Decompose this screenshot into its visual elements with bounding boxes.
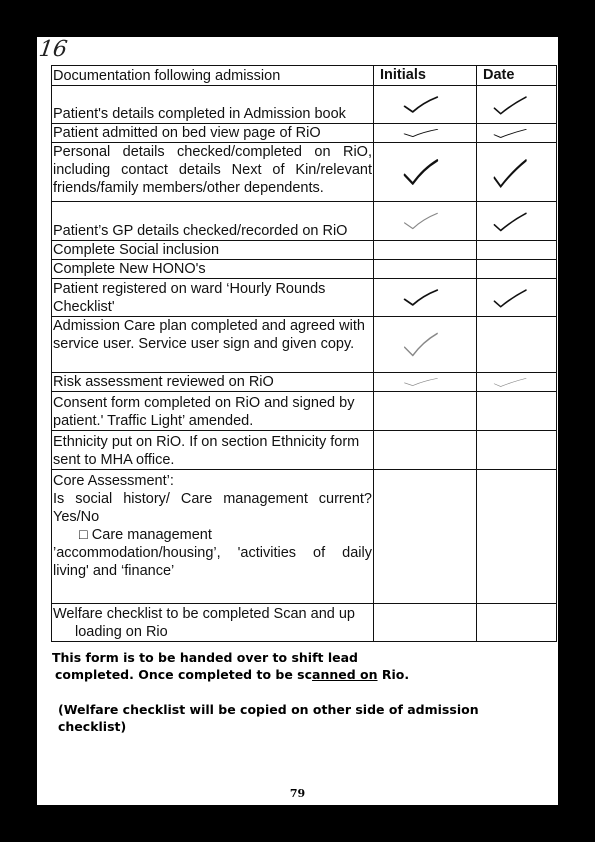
initials-cell[interactable] (374, 431, 477, 470)
table-row (52, 392, 557, 431)
table-row (52, 202, 557, 241)
note-line-2-underlined: anned on (312, 667, 378, 682)
task-cell: Risk assessment reviewed on RiO (52, 373, 374, 392)
date-cell[interactable] (477, 202, 557, 241)
table-row (52, 317, 557, 373)
table-row (52, 241, 557, 260)
handwritten-tick-icon (477, 202, 556, 240)
task-cell: Personal details checked/completed on RiO, including contact details Next of Kin/relevant friends/family members/other dependents. (52, 143, 374, 202)
task-cell: Patient’s GP details checked/recorded on RiO (52, 202, 374, 241)
date-cell[interactable] (477, 124, 557, 143)
tick-mark-icon (374, 373, 476, 391)
handwritten-tick-icon (477, 373, 556, 391)
date-cell[interactable] (477, 604, 557, 642)
handwritten-tick-icon (477, 143, 556, 201)
handwritten-tick-icon (374, 124, 476, 142)
table-row-core-assessment (52, 470, 557, 604)
date-cell[interactable] (477, 373, 557, 392)
date-cell[interactable] (477, 260, 557, 279)
header-task: Documentation following admission (52, 66, 374, 86)
date-cell[interactable] (477, 470, 557, 604)
date-cell[interactable] (477, 86, 557, 124)
handwritten-tick-icon (374, 373, 476, 391)
tick-mark-icon (374, 86, 476, 123)
task-cell: Patient's details completed in Admission book (52, 86, 374, 124)
initials-cell[interactable] (374, 241, 477, 260)
table-row-welfare (52, 604, 557, 642)
table-header-row (52, 66, 557, 86)
handwritten-tick-icon (374, 202, 476, 240)
initials-cell[interactable] (374, 260, 477, 279)
core-assessment-item: Care management (91, 527, 212, 543)
tick-mark-icon (374, 317, 476, 372)
welfare-line-1: Welfare checklist to be completed Scan and up (53, 606, 355, 622)
table-row (52, 143, 557, 202)
task-cell: Patient registered on ward ‘Hourly Rounds Checklist' (52, 279, 374, 317)
header-date: Date (477, 66, 557, 86)
handwritten-tick-icon (374, 86, 476, 123)
date-cell[interactable] (477, 143, 557, 202)
date-cell[interactable] (477, 431, 557, 470)
table-row (52, 260, 557, 279)
initials-cell[interactable] (374, 392, 477, 431)
note-line-2 (55, 666, 409, 683)
tick-mark-icon (477, 143, 556, 201)
initials-cell[interactable] (374, 604, 477, 642)
initials-cell[interactable] (374, 317, 477, 373)
initials-cell[interactable] (374, 470, 477, 604)
note-line-2-start: completed. Once completed to be sc (55, 667, 313, 682)
note-line-2-end: Rio. (377, 667, 410, 682)
date-cell[interactable] (477, 279, 557, 317)
handwritten-tick-icon (477, 124, 556, 142)
welfare-line-2: loading on Rio (75, 624, 168, 640)
initials-cell[interactable] (374, 124, 477, 143)
note-line-3: (Welfare checklist will be copied on other side of admission (58, 702, 479, 717)
initials-cell[interactable] (374, 143, 477, 202)
handwritten-page-mark: 16 (37, 37, 69, 62)
admission-checklist-table (51, 65, 557, 642)
checkbox-bullet-icon: □ (79, 527, 88, 543)
header-initials: Initials (374, 66, 477, 86)
tick-mark-icon (374, 279, 476, 316)
tick-mark-icon (477, 279, 556, 316)
date-cell[interactable] (477, 392, 557, 431)
tick-mark-icon (477, 373, 556, 391)
tick-mark-icon (374, 124, 476, 142)
table-row (52, 431, 557, 470)
tick-mark-icon (477, 86, 556, 123)
task-cell: Consent form completed on RiO and signed by patient.' Traffic Light’ amended. (52, 392, 374, 431)
initials-cell[interactable] (374, 202, 477, 241)
date-cell[interactable] (477, 241, 557, 260)
handwritten-tick-icon (374, 317, 476, 372)
task-cell: Ethnicity put on RiO. If on section Ethnicity form sent to MHA office. (52, 431, 374, 470)
initials-cell[interactable] (374, 373, 477, 392)
table-row (52, 86, 557, 124)
core-assessment-detail: ’accommodation/housing’, 'activities of daily living' and ‘finance’ (53, 545, 372, 579)
core-assessment-title: Core Assessment’: (53, 473, 174, 489)
tick-mark-icon (374, 202, 476, 240)
tick-mark-icon (477, 124, 556, 142)
task-cell: Complete New HONO's (52, 260, 374, 279)
tick-mark-icon (374, 143, 476, 201)
core-assessment-question: Is social history/ Care management current? Yes/No (53, 491, 372, 525)
core-assessment-bullet-line (53, 526, 372, 544)
note-line-1: This form is to be handed over to shift lead (52, 650, 358, 665)
task-cell: Admission Care plan completed and agreed with service user. Service user sign and given copy. (52, 317, 374, 373)
task-cell: Complete Social inclusion (52, 241, 374, 260)
table-row (52, 124, 557, 143)
note-line-4: checklist) (58, 719, 127, 734)
tick-mark-icon (477, 202, 556, 240)
handwritten-tick-icon (477, 279, 556, 316)
form-page (37, 37, 558, 805)
handwritten-tick-icon (374, 279, 476, 316)
welfare-cell (52, 604, 374, 642)
handwritten-tick-icon (477, 86, 556, 123)
handwritten-tick-icon (374, 143, 476, 201)
initials-cell[interactable] (374, 86, 477, 124)
core-assessment-cell (52, 470, 374, 604)
table-row (52, 373, 557, 392)
date-cell[interactable] (477, 317, 557, 373)
page-number: 79 (289, 787, 306, 800)
task-cell: Patient admitted on bed view page of RiO (52, 124, 374, 143)
initials-cell[interactable] (374, 279, 477, 317)
table-row (52, 279, 557, 317)
